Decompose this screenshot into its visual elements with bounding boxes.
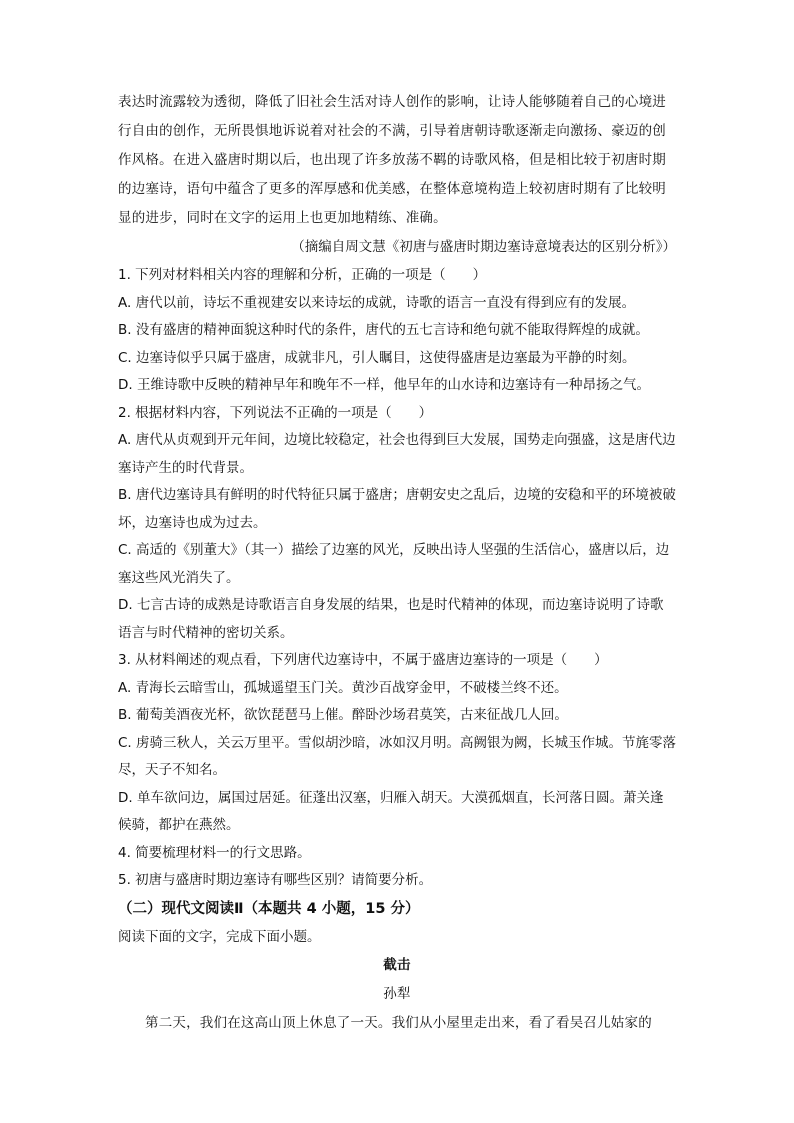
section-heading: （二）现代文阅读Ⅱ（本题共 4 小题，15 分） <box>118 900 420 917</box>
question-1 <box>118 262 676 400</box>
story-first-line: 第二天，我们在这高山顶上休息了一天。我们从小屋里走出来，看了看吴召儿姑家的 <box>145 1015 652 1031</box>
option-c: C. 虏骑三秋人，关云万里平。雪似胡沙暗，冰如汉月明。高阙银为阙，长城玉作城。节旄零落尽，天子不知名。 <box>118 734 677 778</box>
passage-body: 表达时流露较为透彻，降低了旧社会生活对诗人创作的影响，让诗人能够随着自己的心境进行自由的创作，无所畏惧地诉说着对社会的不满，引导着唐朝诗歌逐渐走向激扬、豪迈的创作风格。在进入盛唐时期以后，也出现了许多放荡不羁的诗歌风格，但是相比较于初唐时期的边塞诗，语句中蕴含了更多的浑厚感和优美感，在整体意境构造上较初唐时期有了比较明显的进步，同时在文字的运用上也更加地精练、准确。 <box>118 94 666 226</box>
question-stem: 3. 从材料阐述的观点看，下列唐代边塞诗中，不属于盛唐边塞诗的一项是（ ） <box>118 652 608 668</box>
section-instruction: 阅读下面的文字，完成下面小题。 <box>118 928 321 945</box>
option-a: A. 唐代以前，诗坛不重视建安以来诗坛的成就，诗歌的语言一直没有得到应有的发展。 <box>118 294 636 311</box>
document-page <box>118 88 676 1038</box>
option-c: C. 边塞诗似乎只属于盛唐，成就非凡，引人瞩目，这使得盛唐是边塞最为平静的时刻。 <box>118 349 636 366</box>
story-title: 截击 <box>383 957 411 973</box>
option-a: A. 唐代从贞观到开元年间，边境比较稳定，社会也得到巨大发展，国势走向强盛，这是唐代边塞诗产生的时代背景。 <box>118 432 676 476</box>
passage-source: （摘编自周文慧《初唐与盛唐时期边塞诗意境表达的区别分析》） <box>291 239 676 255</box>
option-b: B. 葡萄美酒夜光杯，欲饮琵琶马上催。醉卧沙场君莫笑，古来征战几人回。 <box>118 707 568 723</box>
question-5: 5. 初唐与盛唐时期边塞诗有哪些区别？请简要分析。 <box>118 872 433 888</box>
option-b: B. 没有盛唐的精神面貌这种时代的条件，唐代的五七言诗和绝句就不能取得辉煌的成就。 <box>118 322 649 338</box>
option-d: D. 七言古诗的成熟是诗歌语言自身发展的结果，也是时代精神的体现，而边塞诗说明了诗歌语言与时代精神的密切关系。 <box>118 597 664 641</box>
option-d: D. 单车欲问边，属国过居延。征蓬出汉塞，归雁入胡天。大漠孤烟直，长河落日圆。萧关逢候骑，都护在燕然。 <box>118 789 664 833</box>
option-b: B. 唐代边塞诗具有鲜明的时代特征只属于盛唐；唐朝安史之乱后，边境的安稳和平的环境被破坏，边塞诗也成为过去。 <box>118 487 676 531</box>
option-c: C. 高适的《别董大》（其一）描绘了边塞的风光，反映出诗人坚强的生活信心，盛唐以后，边塞这些风光消失了。 <box>118 542 670 586</box>
question-4: 4. 简要梳理材料一的行文思路。 <box>118 844 311 861</box>
question-3 <box>118 647 676 840</box>
question-2 <box>118 400 676 648</box>
question-stem: 2. 根据材料内容，下列说法不正确的一项是（ ） <box>118 404 433 421</box>
question-stem: 1. 下列对材料相关内容的理解和分析，正确的一项是（ ） <box>118 267 487 283</box>
option-a: A. 青海长云暗雪山，孤城遥望玉门关。黄沙百战穿金甲，不破楼兰终不还。 <box>118 679 568 696</box>
option-d: D. 王维诗歌中反映的精神早年和晚年不一样，他早年的山水诗和边塞诗有一种昂扬之气。 <box>118 377 650 393</box>
story-author: 孙犁 <box>383 986 411 1002</box>
